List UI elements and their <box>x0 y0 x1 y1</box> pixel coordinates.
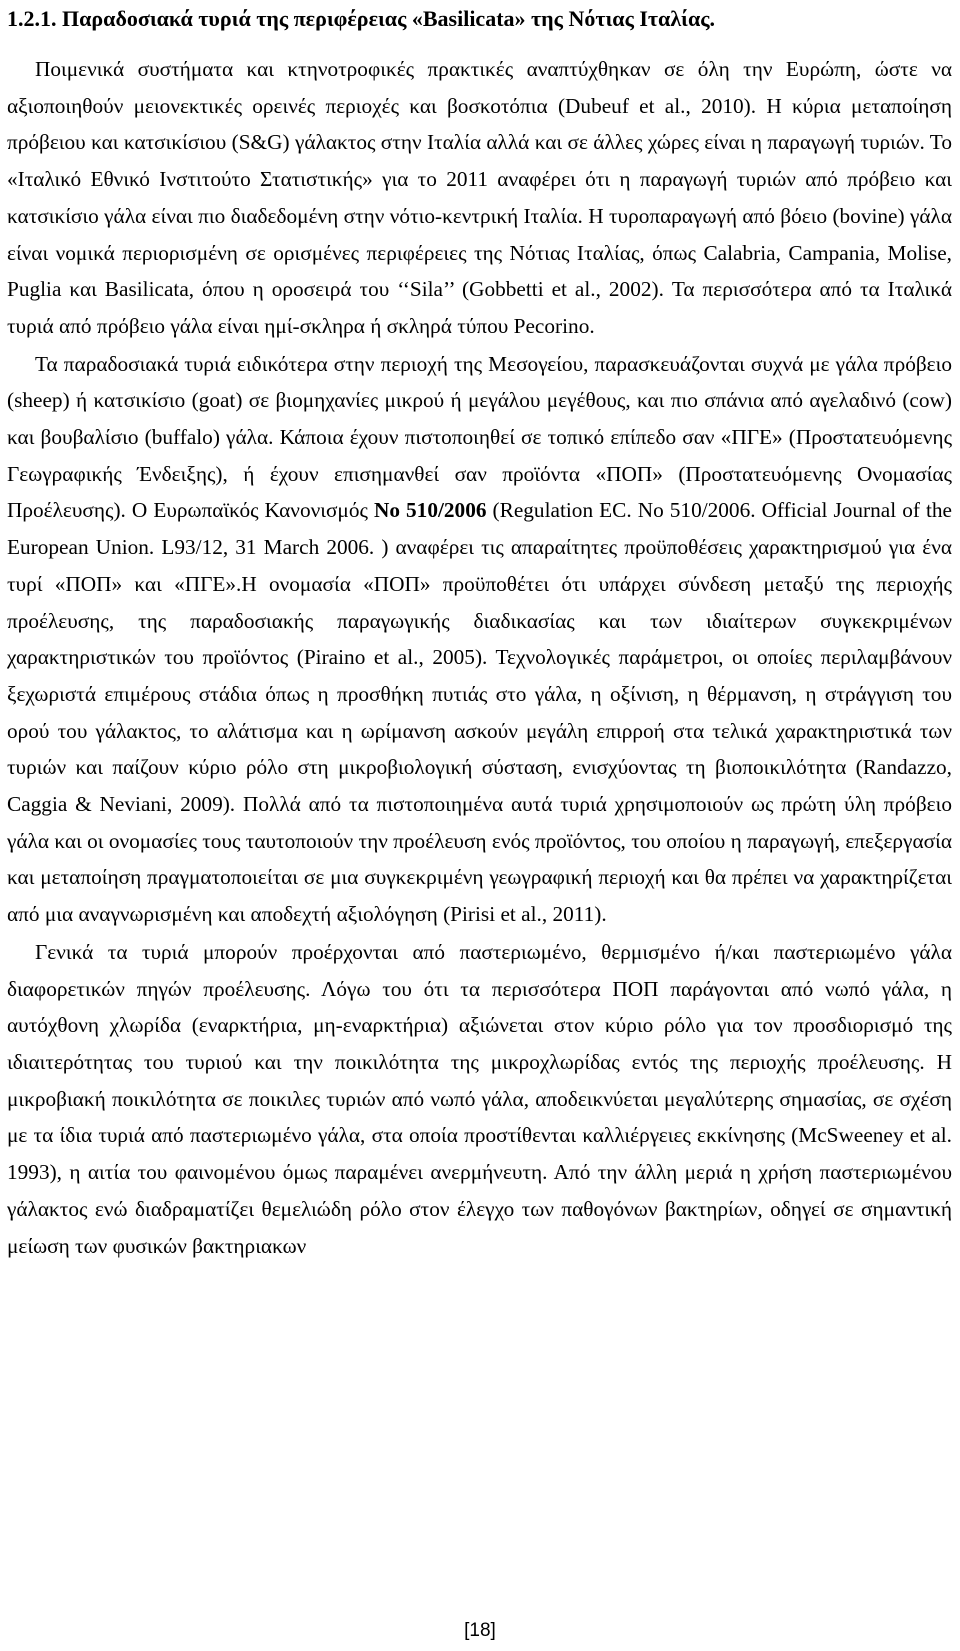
paragraph-3: Γενικά τα τυριά μπορούν προέρχονται από παστεριωμένο, θερμισμένο ή/και παστεριωμένο γάλα διαφορετικών πηγών προέλευσης. Λόγω του ότι τα περισσότερα ΠΟΠ παράγονται από νωπό γάλα, η αυτόχθονη χλωρίδα (εναρκτήρια, μη-εναρκτήρια) αξιώνεται στον κύριο ρόλο για τον προσδιορισμό της ιδιαιτερότητας του τυριού και την ποικιλότητα της μικροχλωρίδας εντός της περιοχής προέλευσης. Η μικροβιακή ποικιλότητα σε ποικιλες τυριών από νωπό γάλα, αποδεικνύεται μεγαλύτερης σημασίας, σε σχέση με τα ίδια τυριά από παστεριωμένο γάλα, στα οποία προστίθενται καλλιέργειες εκκίνησης (McSweeney et al. 1993), η αιτία του φαινομένου όμως παραμένει ανερμήνευτη. Από την άλλη μεριά η χρήση παστεριωμένου γάλακτος ενώ διαδραματίζει θεμελιώδη ρόλο στον έλεγχο των παθογόνων βακτηρίων, οδηγεί σε σημαντική μείωση των φυσικών βακτηριακων <box>7 939 952 1258</box>
section-heading: 1.2.1. Παραδοσιακά τυριά της περιφέρειας «Basilicata» της Νότιας Ιταλίας. <box>7 6 716 31</box>
paragraph-2-text-end: (Regulation EC. No 510/2006. Official Journal of the European Union. L93/12, 31 March 2006. ) αναφέρει τις απαραίτητες προϋποθέσεις χαρακτηρισμού για ένα τυρί «ΠΟΠ» και «ΠΓΕ».Η ονομασία «ΠΟΠ» προϋποθέτει ότι υπάρχει σύνδεση μεταξύ της περιοχής προέλευσης, της παραδοσιακής παραγωγικής διαδικασίας και των ιδιαίτερων συγκεκριμένων χαρακτηριστικών του προϊόντος (Piraino et al., 2005). Τεχνολογικές παράμετροι, οι οποίες περιλαμβάνουν ξεχωριστά επιμέρους στάδια όπως η προσθήκη πυτιάς στο γάλα, η οξίνιση, η θέρμανση, η στράγγιση του ορού του γάλακτος, το αλάτισμα και η ωρίμανση ασκούν μεγάλη επιρροή στα τελικά χαρακτηριστικά των τυριών και παίζουν κύριο ρόλο στη μικροβιολογική σύσταση, ενισχύοντας τη βιοποικιλότητα (Randazzo, Caggia & Neviani, 2009). Πολλά από τα πιστοποιημένα αυτά τυριά χρησιμοποιούν ως πρώτη ύλη πρόβειο γάλα και οι ονομασίες τους ταυτοποιούν την προέλευση ενός προϊόντος, του οποίου η παραγωγή, επεξεργασία και μεταποίηση πραγματοποιείται σε μια συγκεκριμένη γεωγραφική περιοχή και θα πρέπει να χαρακτηρίζεται από μια αναγνωρισμένη και αποδεχτή αξιολόγηση (Pirisi et al., 2011). <box>7 498 952 927</box>
paragraph-2 <box>7 346 952 933</box>
body-text <box>7 51 952 1264</box>
paragraph-1: Ποιμενικά συστήματα και κτηνοτροφικές πρακτικές αναπτύχθηκαν σε όλη την Ευρώπη, ώστε να αξιοποιηθούν μειονεκτικές ορεινές περιοχές και βοσκοτόπια (Dubeuf et al., 2010). Η κύρια μεταποίηση πρόβειου και κατσικίσιου (S&G) γάλακτος στην Ιταλία αλλά και σε άλλες χώρες είναι η παραγωγή τυριών. Το «Ιταλικό Εθνικό Ινστιτούτο Στατιστικής» για το 2011 αναφέρει ότι η παραγωγή τυριών από πρόβειο και κατσικίσιο γάλα είναι πιο διαδεδομένη στην νότιο-κεντρική Ιταλία. Η τυροπαραγωγή από βόειο (bovine) γάλα είναι νομικά περιορισμένη σε ορισμένες περιφέρειες της Νότιας Ιταλίας, όπως Calabria, Campania, Molise, Puglia και Basilicata, όπου η οροσειρά του ‘‘Sila’’ (Gobbetti et al., 2002). Τα περισσότερα από τα Ιταλικά τυριά από πρόβειο γάλα είναι ημί-σκληρα ή σκληρά τύπου Pecorino. <box>7 57 952 338</box>
page-number: [18] <box>464 1620 496 1641</box>
paragraph-2-text-start: Τα παραδοσιακά τυριά ειδικότερα στην περιοχή της Μεσογείου, παρασκευάζονται συχνά με γάλα πρόβειο (sheep) ή κατσικίσιο (goat) σε βιομηχανίες μικρού ή μεγάλου μεγέθους, και πιο σπάνια από αγελαδινό (cow) και βουβαλίσιο (buffalo) γάλα. Κάποια έχουν πιστοποιηθεί σε τοπικό επίπεδο σαν «ΠΓΕ» (Προστατευόμενης Γεωγραφικής Ένδειξης), ή έχουν επισημανθεί σαν προϊόντα «ΠΟΠ» (Προστατευόμενης Ονομασίας Προέλευσης). Ο Ευρωπαϊκός Κανονισμός <box>7 351 952 523</box>
regulation-number: No 510/2006 <box>373 498 487 523</box>
